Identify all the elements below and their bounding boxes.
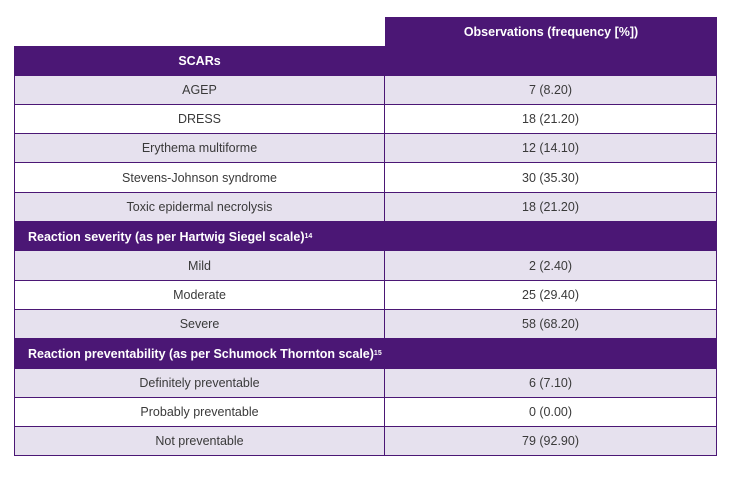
row-value: 0 (0.00): [385, 398, 717, 427]
row-value: 30 (35.30): [385, 163, 717, 192]
row-value: 18 (21.20): [385, 105, 717, 134]
table-row: [14, 105, 717, 134]
section-header-severity: Reaction severity (as per Hartwig Siegel scale) 14: [14, 222, 717, 251]
row-value: 79 (92.90): [385, 427, 717, 456]
section-title: Reaction preventability (as per Schumock Thornton scale): [28, 346, 374, 361]
section-header-preventability: Reaction preventability (as per Schumock Thornton scale) 15: [14, 339, 717, 368]
row-label: Toxic epidermal necrolysis: [14, 193, 385, 222]
table-row: [14, 310, 717, 339]
table-row: [14, 163, 717, 192]
section-title: SCARs: [178, 53, 221, 68]
row-value: 25 (29.40): [385, 281, 717, 310]
table-row: [14, 76, 717, 105]
row-label: Not preventable: [14, 427, 385, 456]
row-label: AGEP: [14, 76, 385, 105]
table-row: [14, 251, 717, 280]
row-label: Moderate: [14, 281, 385, 310]
section-header-scars: [14, 46, 717, 75]
table-row: [14, 281, 717, 310]
row-value: 12 (14.10): [385, 134, 717, 163]
row-value: 7 (8.20): [385, 76, 717, 105]
table-row: [14, 193, 717, 222]
row-label: DRESS: [14, 105, 385, 134]
header-observations: Observations (frequency [%]): [385, 17, 717, 46]
row-value: 6 (7.10): [385, 369, 717, 398]
row-label: Erythema multiforme: [14, 134, 385, 163]
row-label: Definitely preventable: [14, 369, 385, 398]
table-row: [14, 369, 717, 398]
row-label: Mild: [14, 251, 385, 280]
table-row: [14, 398, 717, 427]
row-value: 58 (68.20): [385, 310, 717, 339]
table-row: [14, 134, 717, 163]
table-row: [14, 427, 717, 456]
row-value: 2 (2.40): [385, 251, 717, 280]
header-empty-cell: [14, 17, 385, 46]
row-value: 18 (21.20): [385, 193, 717, 222]
section-title: Reaction severity (as per Hartwig Siegel scale): [28, 229, 305, 244]
row-label: Probably preventable: [14, 398, 385, 427]
row-label: Severe: [14, 310, 385, 339]
table-header-row: [14, 17, 717, 46]
observations-table: [14, 17, 717, 456]
row-label: Stevens-Johnson syndrome: [14, 163, 385, 192]
